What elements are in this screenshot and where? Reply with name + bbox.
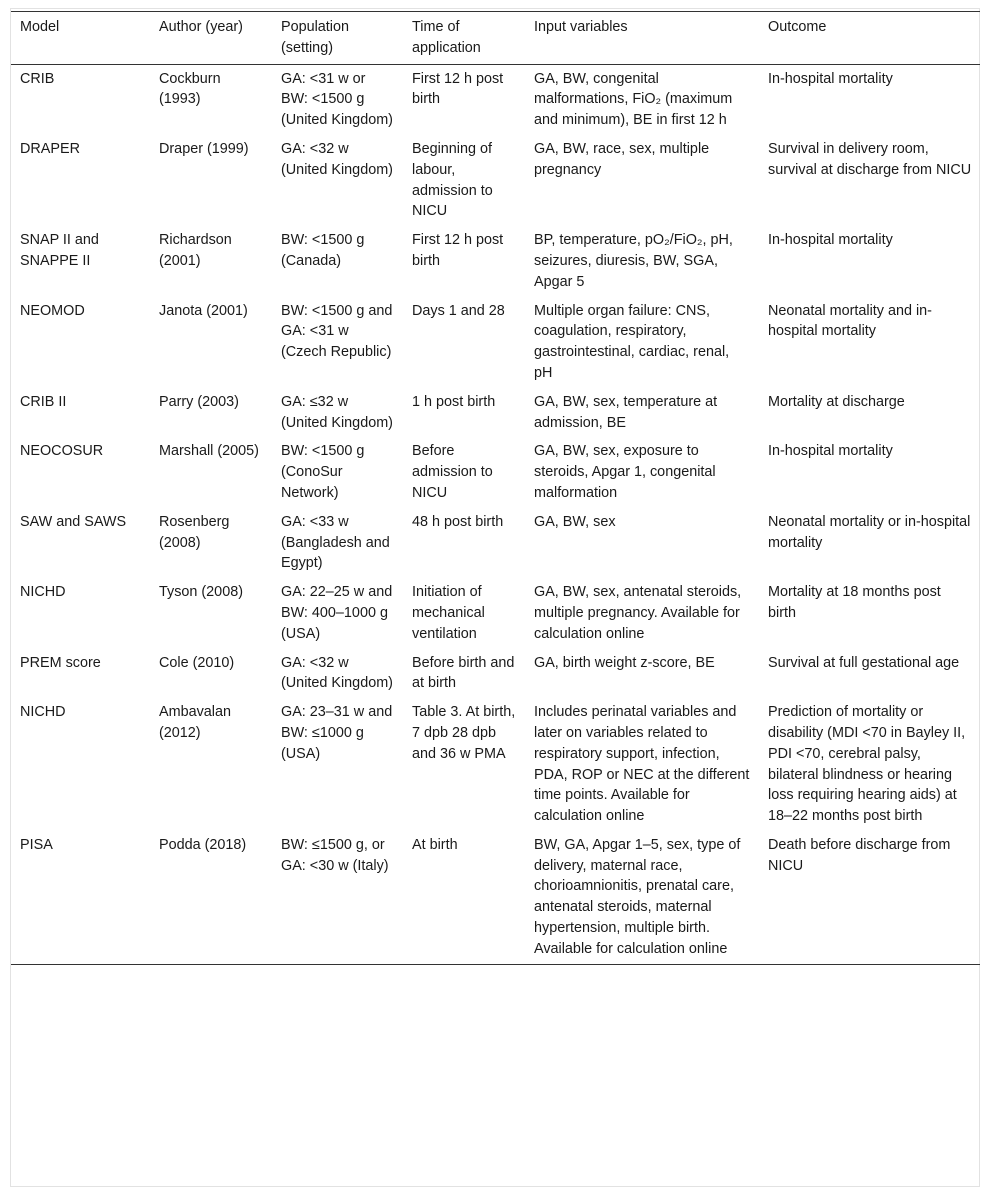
cell-author-year: Podda (2018) bbox=[150, 831, 272, 964]
header-model: Model bbox=[11, 12, 150, 65]
cell-input-variables: BW, GA, Apgar 1–5, sex, type of delivery, maternal race, chorioamnionitis, prenatal care, antenatal steroids, maternal hypertension, multiple birth. Available for calculation online bbox=[525, 831, 759, 964]
cell-author-year: Ambavalan (2012) bbox=[159, 704, 231, 741]
cell-model: NICHD bbox=[20, 704, 66, 721]
cell-model: NEOCOSUR bbox=[20, 443, 104, 460]
cell-population: GA: <33 w (Bangladesh and Egypt) bbox=[281, 513, 390, 572]
table-row bbox=[11, 64, 980, 135]
table-row bbox=[11, 578, 980, 648]
cell-population: BW: <1500 g and GA: <31 w (Czech Republic) bbox=[281, 302, 393, 361]
cell-outcome: In-hospital mortality bbox=[768, 443, 893, 460]
table-row bbox=[11, 831, 980, 964]
cell-author-year: Cole (2010) bbox=[159, 654, 235, 671]
cell-time: First 12 h post birth bbox=[412, 70, 504, 108]
cell-input-variables: GA, BW, sex, antenatal steroids, multiple pregnancy. Available for calculation online bbox=[534, 584, 742, 642]
cell-population: GA: <31 w or BW: <1500 g (United Kingdom) bbox=[281, 70, 393, 129]
table-row bbox=[11, 226, 980, 296]
cell-outcome: Death before discharge from NICU bbox=[759, 831, 980, 964]
header-population: Population (setting) bbox=[272, 12, 403, 65]
cell-time: First 12 h post birth bbox=[412, 232, 504, 269]
cell-author-year: Parry (2003) bbox=[159, 393, 239, 410]
cell-model: SNAP II and SNAPPE II bbox=[20, 232, 99, 269]
cell-time: Beginning of labour, admission to NICU bbox=[412, 140, 493, 220]
table-row bbox=[11, 508, 980, 578]
cell-outcome: Mortality at 18 months post birth bbox=[768, 584, 941, 621]
cell-outcome: Prediction of mortality or disability (MDI <70 in Bayley II, PDI <70, cerebral palsy, bilateral blindness or hearing loss requiring hearing aids) at 18–22 months post birth bbox=[768, 704, 966, 825]
cell-outcome: Survival in delivery room, survival at discharge from NICU bbox=[768, 140, 972, 178]
header-time-of-application: Time of application bbox=[403, 12, 525, 65]
cell-input-variables: GA, BW, race, sex, multiple pregnancy bbox=[534, 140, 710, 178]
cell-time: Days 1 and 28 bbox=[412, 302, 505, 319]
cell-model: DRAPER bbox=[20, 140, 80, 157]
cell-time: Initiation of mechanical ventilation bbox=[412, 584, 485, 642]
table-header bbox=[11, 12, 980, 65]
cell-outcome: In-hospital mortality bbox=[768, 70, 893, 87]
cell-outcome: Survival at full gestational age bbox=[768, 654, 960, 671]
table-row bbox=[11, 437, 980, 507]
cell-author-year: Janota (2001) bbox=[159, 302, 248, 319]
cell-input-variables: GA, BW, congenital malformations, FiO₂ (maximum and minimum), BE in first 12 h bbox=[534, 70, 733, 129]
cell-outcome: In-hospital mortality bbox=[768, 232, 893, 249]
cell-input-variables: Multiple organ failure: CNS, coagulation, respiratory, gastrointestinal, cardiac, renal, pH bbox=[534, 302, 730, 381]
cell-author-year: Rosenberg (2008) bbox=[159, 513, 230, 551]
cell-population: BW: <1500 g (ConoSur Network) bbox=[281, 443, 365, 501]
cell-input-variables: GA, BW, sex bbox=[534, 513, 616, 530]
cell-model: CRIB bbox=[20, 70, 55, 87]
table-row bbox=[11, 698, 980, 831]
cell-input-variables: GA, birth weight z-score, BE bbox=[534, 654, 715, 671]
cell-author-year: Marshall (2005) bbox=[159, 443, 259, 460]
cell-model: PISA bbox=[11, 831, 150, 964]
cell-input-variables: Includes perinatal variables and later on variables related to respiratory support, infection, PDA, ROP or NEC at the different time points. Available for calculation online bbox=[534, 704, 750, 825]
cell-input-variables: GA, BW, sex, exposure to steroids, Apgar 1, congenital malformation bbox=[534, 443, 716, 501]
cell-time: 48 h post birth bbox=[412, 513, 504, 530]
cell-time: Table 3. At birth, 7 dpb 28 dpb and 36 w PMA bbox=[412, 704, 516, 762]
cell-population: GA: <32 w (United Kingdom) bbox=[281, 654, 393, 692]
cell-author-year: Draper (1999) bbox=[159, 140, 249, 157]
cell-time: At birth bbox=[403, 831, 525, 964]
table-body bbox=[11, 64, 980, 964]
cell-input-variables: GA, BW, sex, temperature at admission, BE bbox=[534, 393, 718, 431]
cell-population: GA: 22–25 w and BW: 400–1000 g (USA) bbox=[281, 584, 393, 642]
table-row bbox=[11, 649, 980, 699]
cell-model: PREM score bbox=[20, 654, 101, 671]
cell-model: NICHD bbox=[20, 584, 66, 601]
header-row bbox=[11, 12, 980, 65]
cell-time: Before birth and at birth bbox=[412, 654, 515, 692]
cell-outcome: Neonatal mortality or in-hospital mortality bbox=[768, 513, 971, 551]
cell-population: BW: <1500 g (Canada) bbox=[281, 232, 365, 269]
cell-population: BW: ≤1500 g, or GA: <30 w (Italy) bbox=[272, 831, 403, 964]
cell-population: GA: ≤32 w (United Kingdom) bbox=[281, 393, 393, 431]
header-author-year: Author (year) bbox=[150, 12, 272, 65]
table-row bbox=[11, 297, 980, 388]
cell-population: GA: 23–31 w and BW: ≤1000 g (USA) bbox=[281, 704, 393, 762]
table-row bbox=[11, 388, 980, 438]
header-input-variables: Input variables bbox=[525, 12, 759, 65]
cell-model: SAW and SAWS bbox=[20, 513, 127, 530]
cell-time: 1 h post birth bbox=[412, 393, 496, 410]
cell-outcome: Neonatal mortality and in-hospital mortality bbox=[768, 302, 932, 340]
cell-input-variables: BP, temperature, pO₂/FiO₂, pH, seizures, diuresis, BW, SGA, Apgar 5 bbox=[534, 232, 733, 290]
table-row bbox=[11, 135, 980, 226]
cell-author-year: Tyson (2008) bbox=[159, 584, 243, 601]
cell-author-year: Richardson (2001) bbox=[159, 232, 232, 269]
cell-model: CRIB II bbox=[20, 393, 67, 410]
cell-population: GA: <32 w (United Kingdom) bbox=[281, 140, 393, 178]
cell-time: Before admission to NICU bbox=[412, 443, 493, 501]
header-outcome: Outcome bbox=[759, 12, 980, 65]
cell-author-year: Cockburn (1993) bbox=[159, 70, 221, 108]
cell-model: NEOMOD bbox=[20, 302, 85, 319]
cell-outcome: Mortality at discharge bbox=[768, 393, 905, 410]
prognostic-models-table bbox=[11, 11, 980, 965]
